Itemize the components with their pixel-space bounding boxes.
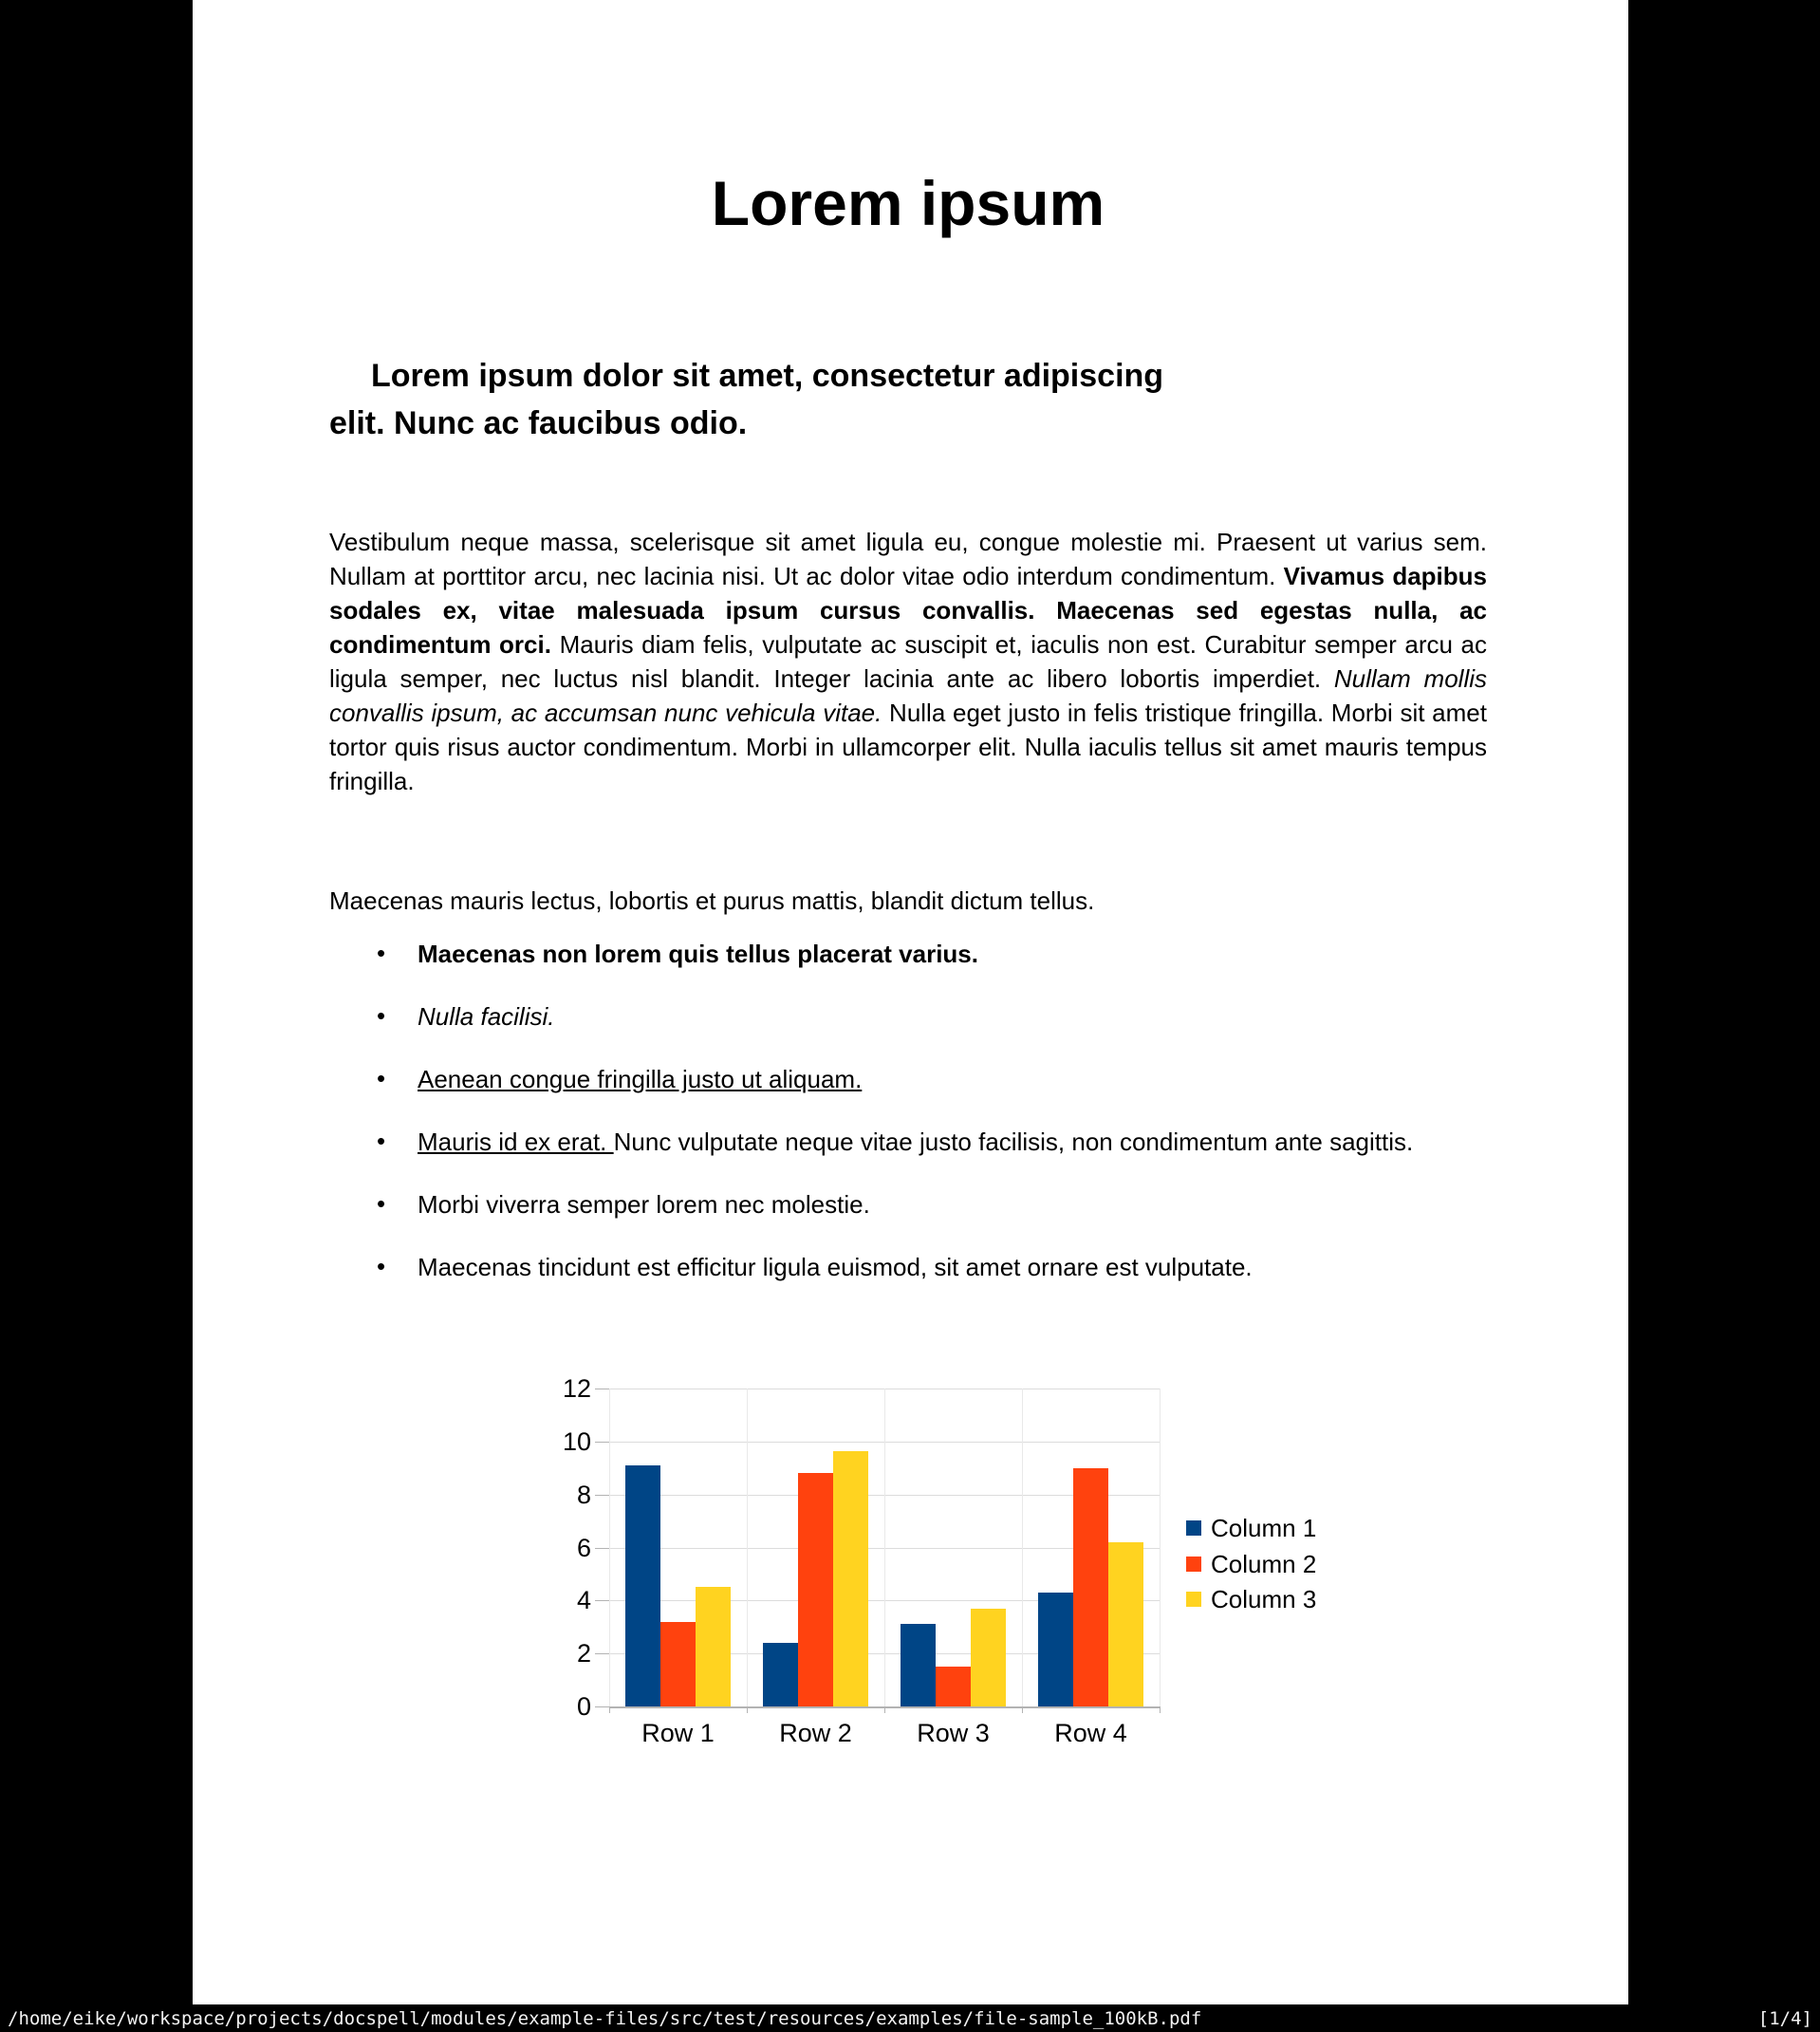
x-axis-category-label: Row 4 (1054, 1719, 1127, 1747)
text-segment-normal: Maecenas tincidunt est efficitur ligula euismod, sit amet ornare est vulputate. (418, 1253, 1253, 1281)
list-item-text (418, 1061, 1487, 1097)
y-axis-label: 8 (576, 1480, 591, 1509)
status-bar (0, 2004, 1820, 2032)
y-axis-tick (595, 1495, 609, 1496)
bullet-icon: • (377, 1001, 386, 1030)
bar-column-1-row-2 (763, 1643, 798, 1706)
gridline-x (1160, 1389, 1161, 1706)
list-item (193, 1186, 1628, 1222)
list-item (193, 1124, 1628, 1160)
gridline-y (609, 1548, 1160, 1549)
x-axis-tick (1022, 1706, 1023, 1713)
bar-column-1-row-4 (1038, 1593, 1073, 1706)
text-segment-normal: Mauris diam felis, vulputate ac suscipit et, iaculis non est. Curabitur semper arcu ac ligula semper, nec luctus nisl blandit. Integer lacinia ante ac libero lobortis imperdiet. (329, 630, 1488, 693)
list-item-text (418, 1124, 1487, 1160)
legend-label-1: Column 1 (1211, 1514, 1317, 1542)
text-segment-underline: Aenean congue fringilla justo ut aliquam. (418, 1065, 863, 1093)
pdf-page (193, 0, 1628, 2004)
text-segment-italic: Nulla facilisi. (418, 1002, 555, 1031)
heading-line-1: Lorem ipsum dolor sit amet, consectetur adipiscing (371, 358, 1164, 394)
bar-column-1-row-1 (625, 1465, 660, 1706)
x-axis-tick (747, 1706, 748, 1713)
legend-swatch-3 (1186, 1592, 1201, 1607)
bar-column-2-row-2 (798, 1473, 833, 1706)
legend-swatch-1 (1186, 1520, 1201, 1536)
text-segment-underline: Mauris id ex erat. (418, 1128, 614, 1156)
text-segment-normal: Nulla eget justo in felis tristique fringilla. Morbi sit amet tortor quis risus auctor condimentum. Morbi in ullamcorper elit. Nulla iaculis tellus sit amet mauris tempus fringilla. (329, 699, 1487, 795)
x-axis-tick (884, 1706, 885, 1713)
bar-column-3-row-3 (971, 1609, 1006, 1706)
y-axis-tick (595, 1600, 609, 1601)
gridline-y (609, 1653, 1160, 1654)
text-segment-bold: Maecenas non lorem quis tellus placerat varius. (418, 940, 978, 968)
bar-column-3-row-1 (696, 1587, 731, 1706)
bar-column-3-row-4 (1108, 1542, 1143, 1706)
y-axis-tick (595, 1706, 609, 1707)
y-axis-tick (595, 1548, 609, 1549)
body-paragraph (329, 525, 1487, 798)
bullet-icon: • (377, 1252, 386, 1280)
gridline-y (609, 1600, 1160, 1601)
x-axis-category-label: Row 2 (779, 1719, 852, 1747)
list-item-text (418, 1249, 1487, 1285)
list-item (193, 936, 1628, 972)
text-segment-bold: Vivamus dapibus sodales ex, vitae malesuada ipsum cursus convallis. Maecenas sed egestas nulla, ac condimentum orci. (329, 562, 1487, 659)
list-item-text (418, 1186, 1487, 1222)
gridline-y (609, 1495, 1160, 1496)
document-title: Lorem ipsum (711, 168, 1105, 238)
text-segment-normal: Morbi viverra semper lorem nec molestie. (418, 1190, 870, 1219)
y-axis-label: 2 (576, 1639, 591, 1668)
x-axis-category-label: Row 3 (917, 1719, 990, 1747)
bar-column-2-row-4 (1073, 1468, 1108, 1706)
bullet-icon: • (377, 1189, 386, 1218)
document-heading (329, 352, 1487, 447)
y-axis-label: 6 (576, 1533, 591, 1562)
x-axis-tick (609, 1706, 610, 1713)
list-intro-line: Maecenas mauris lectus, lobortis et purus mattis, blandit dictum tellus. (329, 886, 1095, 915)
list-item (193, 1249, 1628, 1285)
x-axis-tick (1160, 1706, 1161, 1713)
legend-label-3: Column 3 (1211, 1585, 1317, 1613)
bullet-icon: • (377, 939, 386, 967)
y-axis-label: 4 (576, 1586, 591, 1615)
status-file-path: /home/eike/workspace/projects/docspell/modules/example-files/src/test/resources/examples/file-sample_100kB.pdf (8, 2007, 1202, 2029)
x-axis-line (609, 1706, 1160, 1708)
bar-column-2-row-1 (660, 1622, 696, 1706)
text-segment-italic: Nullam mollis convallis ipsum, ac accumsan nunc vehicula vitae. (329, 664, 1488, 727)
bar-column-2-row-3 (936, 1667, 971, 1706)
status-page-indicator: [1/4] (1757, 2007, 1812, 2029)
y-axis-label: 10 (562, 1426, 591, 1456)
bullet-list (193, 936, 1628, 1312)
y-axis-label: 0 (576, 1692, 591, 1721)
list-item (193, 1061, 1628, 1097)
text-segment-normal: Vestibulum neque massa, scelerisque sit amet ligula eu, congue molestie mi. Praesent ut varius sem. Nullam at porttitor arcu, nec lacinia nisi. Ut ac dolor vitae odio interdum condimentum. (329, 528, 1487, 590)
gridline-x (884, 1389, 885, 1706)
bullet-icon: • (377, 1127, 386, 1155)
bullet-icon: • (377, 1064, 386, 1092)
gridline-y (609, 1442, 1160, 1443)
legend-label-2: Column 2 (1211, 1549, 1317, 1578)
legend-swatch-2 (1186, 1557, 1201, 1572)
list-item (193, 998, 1628, 1035)
bar-column-1-row-3 (901, 1624, 936, 1706)
list-item-text (418, 936, 1487, 972)
bar-column-3-row-2 (833, 1451, 868, 1706)
text-segment-normal: Nunc vulputate neque vitae justo facilisis, non condimentum ante sagittis. (613, 1128, 1414, 1156)
y-axis-tick (595, 1442, 609, 1443)
x-axis-category-label: Row 1 (641, 1719, 715, 1747)
heading-line-2: elit. Nunc ac faucibus odio. (329, 405, 748, 441)
gridline-x (747, 1389, 748, 1706)
y-axis-label: 12 (562, 1374, 591, 1403)
gridline-x (609, 1389, 610, 1706)
gridline-x (1022, 1389, 1023, 1706)
list-item-text (418, 998, 1487, 1035)
y-axis-tick (595, 1653, 609, 1654)
